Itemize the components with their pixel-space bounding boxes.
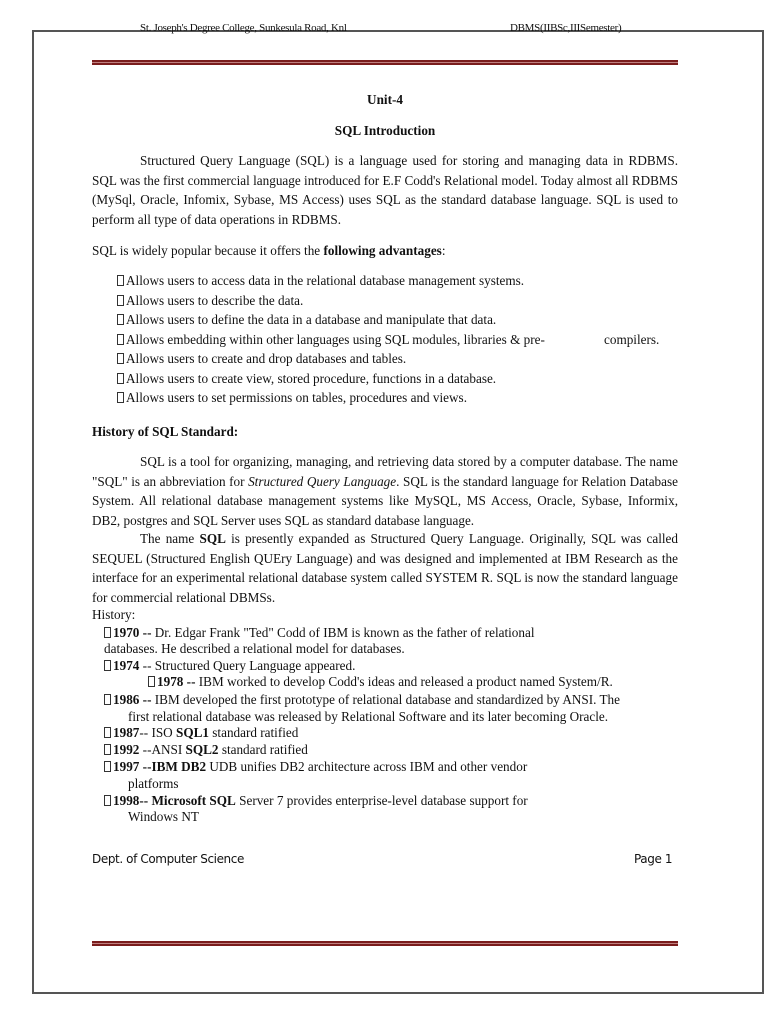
bullet-box-icon: [104, 727, 111, 738]
intro-paragraph: Structured Query Language (SQL) is a language used for storing and managing data in RDBMS. SQL was the first commercial language introduced for E.F Codd's Relational model. Today almost all RDBMS (MySql, Oracle, Infomix, Sybase, MS Access) uses SQL as the standard database language. SQL is used to perform all type of data operations in RDBMS.: [92, 153, 678, 227]
timeline-item: 1974 -- Structured Query Language appeared.: [104, 656, 355, 676]
bullet-box-icon: [117, 353, 124, 364]
timeline-item: 1987-- ISO SQL1 standard ratified: [104, 723, 298, 743]
footer-department: Dept. of Computer Science: [92, 852, 244, 866]
history-label: History:: [92, 607, 136, 622]
unit-title: Unit-4: [367, 92, 403, 107]
list-item: Allows users to create and drop databases and tables.: [117, 349, 406, 369]
list-item: Allows users to define the data in a database and manipulate that data.: [117, 310, 496, 330]
list-item: Allows users to access data in the relational database management systems.: [117, 271, 524, 291]
list-item: Allows embedding within other languages using SQL modules, libraries & pre-: [117, 330, 545, 350]
advantages-lead: SQL is widely popular because it offers the following advantages:: [92, 243, 446, 258]
list-item: Allows users to set permissions on tables, procedures and views.: [117, 388, 467, 408]
bullet-box-icon: [104, 694, 111, 705]
list-item: Allows users to describe the data.: [117, 291, 303, 311]
timeline-item: 1997 --IBM DB2 UDB unifies DB2 architecture across IBM and other vendor: [104, 757, 527, 777]
footer-rule: [92, 941, 678, 946]
timeline-item-continuation: first relational database was released by Relational Software and its later becoming Oracle.: [128, 709, 609, 724]
bullet-box-icon: [117, 392, 124, 403]
bullet-box-icon: [104, 627, 111, 638]
bullet-box-icon: [104, 744, 111, 755]
bullet-box-icon: [117, 373, 124, 384]
bullet-box-icon: [117, 275, 124, 286]
list-item-continuation: compilers.: [604, 332, 660, 347]
bullet-box-icon: [117, 314, 124, 325]
timeline-item-continuation: Windows NT: [128, 809, 199, 824]
timeline-item: 1978 -- IBM worked to develop Codd's ideas and released a product named System/R.: [148, 672, 613, 692]
header-college: St. Joseph's Degree College, Sunkesula Road, Knl: [140, 22, 347, 34]
timeline-item: 1970 -- Dr. Edgar Frank "Ted" Codd of IBM is known as the father of relational: [104, 623, 535, 643]
bullet-box-icon: [117, 334, 124, 345]
page-number: Page 1: [634, 852, 673, 866]
history-heading: History of SQL Standard:: [92, 424, 239, 439]
list-item: Allows users to create view, stored procedure, functions in a database.: [117, 369, 496, 389]
timeline-item: 1992 --ANSI SQL2 standard ratified: [104, 740, 308, 760]
timeline-item: 1986 -- IBM developed the first prototype of relational database and standardized by ANSI. The: [104, 690, 620, 710]
bullet-box-icon: [117, 295, 124, 306]
header-rule: [92, 60, 678, 65]
page-title: SQL Introduction: [334, 123, 436, 138]
timeline-item-continuation: databases. He described a relational model for databases.: [104, 641, 405, 656]
bullet-box-icon: [104, 660, 111, 671]
timeline-item-continuation: platforms: [128, 776, 179, 791]
history-paragraph-1: SQL is a tool for organizing, managing, and retrieving data stored by a computer database. The name "SQL" is an abbreviation for Structured Query Language. SQL is the standard language for Relation Database System. All relational database management systems like MySQL, MS Access, Oracle, Sybase, Informix, DB2, postgres and SQL Server uses SQL as standard database language.: [92, 454, 678, 528]
header-course: DBMS(IIBSc,IIISemester): [510, 22, 622, 34]
bullet-box-icon: [104, 761, 111, 772]
history-paragraph-2: The name SQL is presently expanded as Structured Query Language. Originally, SQL was called SEQUEL (Structured English QUEry Language) and was designed and implemented at IBM Research as the interface for an experimental relational database system called SYSTEM R. SQL is now the standard language for commercial relational DBMSs.: [92, 531, 679, 605]
bullet-box-icon: [148, 676, 155, 687]
bullet-box-icon: [104, 795, 111, 806]
timeline-item: 1998-- Microsoft SQL Server 7 provides enterprise-level database support for: [104, 791, 528, 811]
